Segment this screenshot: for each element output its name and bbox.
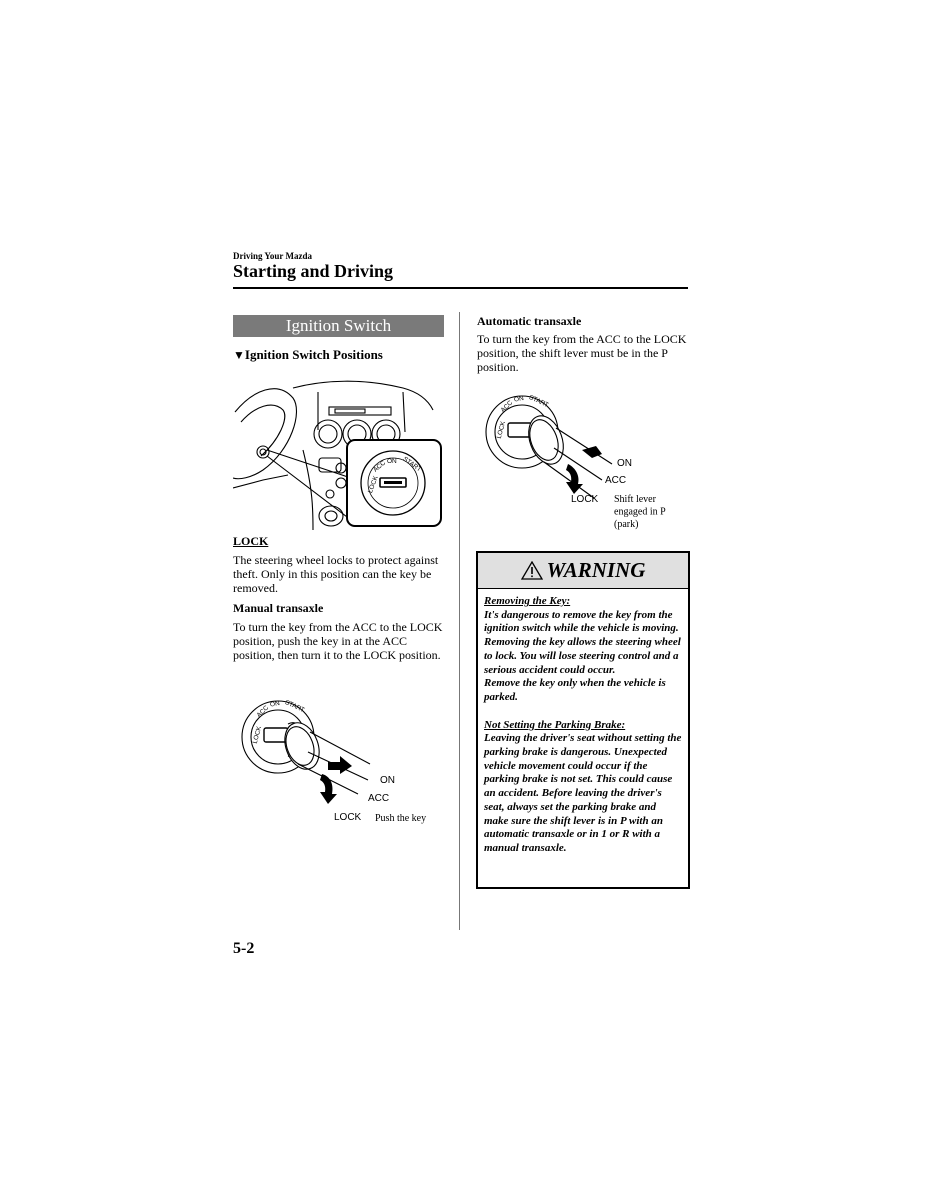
warning-title: WARNING [546,558,646,582]
manual-transaxle-text: To turn the key from the ACC to the LOCK position, push the key in at the ACC position, then turn it to the LOCK position. [233,620,443,662]
warning-text-parking-brake: Leaving the driver's seat without setting the parking brake is dangerous. Unexpected vehicle movement could occur if the parking brake is not set. This could cause an accident. Before leaving the driver's seat, always set the parking brake and make sure the shift lever is in P with an automatic transaxle or in 1 or R with a manual transaxle. [484,732,682,854]
dial-label-acc: ACC [372,459,388,474]
automatic-transaxle-text: To turn the key from the ACC to the LOCK position, the shift lever must be in the P position. [477,332,687,374]
manual-pointer-lock: LOCK [334,812,362,823]
warning-text-removing-key: It's dangerous to remove the key from the ignition switch while the vehicle is moving. Removing the key allows the steering wheel to lock. You will lose steering control and a serious accident could occur. [484,608,681,676]
column-divider [459,312,460,930]
auto-dial-on: ON [513,395,525,404]
lock-description: The steering wheel locks to protect against theft. Only in this position can the key be removed. [233,553,439,595]
dial-label-start: START [401,455,423,474]
breadcrumb: Driving Your Mazda [233,251,313,261]
auto-dial-acc: ACC [499,399,515,415]
warning-subhead-removing-key: Removing the Key: [484,595,571,607]
shift-lever-caption-2: engaged in P [614,506,666,518]
automatic-transaxle-heading: Automatic transaxle [477,314,582,328]
ignition-positions-heading [233,347,383,363]
ignition-switch-banner: Ignition Switch [233,315,444,337]
warning-body [478,589,688,856]
warning-text-parked: Remove the key only when the vehicle is parked. [484,677,666,703]
manual-pointer-on: ON [380,775,395,786]
manual-dial-start: START [283,698,306,715]
auto-dial-lock: LOCK [495,420,508,440]
shift-lever-caption-3: (park) [614,519,639,530]
auto-dial-start: START [527,393,550,410]
auto-pointer-acc: ACC [605,475,627,486]
warning-box [476,551,690,889]
auto-pointer-lock: LOCK [571,494,599,505]
manual-dial-on: ON [269,700,281,709]
manual-dial-acc: ACC [255,704,271,720]
manual-pointer-acc: ACC [368,793,390,804]
warning-header [478,553,688,589]
manual-dial-lock: LOCK [251,725,264,745]
warning-triangle-icon [521,561,543,580]
dashboard-illustration [233,370,445,530]
manual-key-figure [240,692,450,832]
dial-label-on: ON [387,458,397,465]
lock-heading: LOCK [233,534,269,548]
header-rule [233,287,688,289]
page-number: 5-2 [233,940,255,957]
shift-lever-caption-1: Shift lever [614,494,656,505]
push-key-caption: Push the key [375,813,427,824]
dial-label-lock: LOCK [367,475,380,495]
manual-transaxle-heading: Manual transaxle [233,601,324,615]
triangle-marker-icon: ▼ [233,348,245,362]
section-title: Starting and Driving [233,261,394,281]
automatic-key-figure [484,388,684,533]
auto-pointer-on: ON [617,458,632,469]
warning-subhead-parking-brake: Not Setting the Parking Brake: [484,718,626,731]
ignition-positions-heading-text: Ignition Switch Positions [244,347,383,362]
